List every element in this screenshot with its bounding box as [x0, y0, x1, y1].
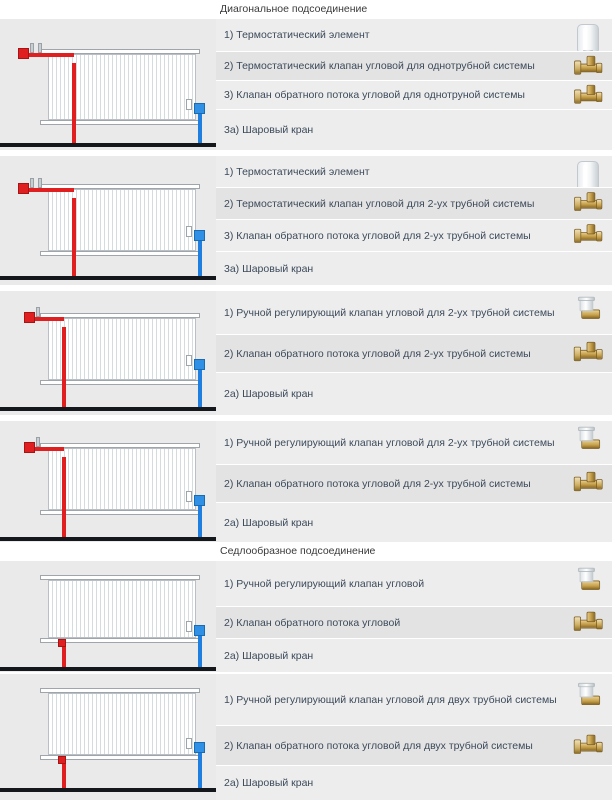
item-label: 2а) Шаровый кран — [224, 516, 314, 529]
item-label: 1) Термостатический элемент — [224, 29, 370, 41]
item-label: 2) Термостатический клапан угловой для 2-ух трубной системы — [224, 197, 535, 210]
list-item[interactable] — [216, 220, 612, 252]
scheme-block-2 — [0, 155, 612, 285]
list-item[interactable] — [216, 639, 612, 673]
item-list-5 — [216, 561, 612, 672]
section-heading-diagonal: Диагональное подсоединение — [216, 0, 612, 18]
brass-angle-valve-icon — [566, 607, 612, 638]
item-label: 1) Ручной регулирующий клапан угловой — [224, 577, 425, 590]
section-heading-saddle: Седлообразное подсоединение — [216, 542, 612, 560]
brass-angle-valve-icon — [566, 335, 612, 372]
brass-angle-valve-icon — [566, 726, 612, 765]
scheme-block-6 — [0, 673, 612, 800]
scheme-block-1 — [0, 18, 612, 150]
list-item[interactable] — [216, 674, 612, 726]
list-item[interactable] — [216, 373, 612, 416]
item-label: 3) Клапан обратного потока угловой для 2-ух трубной системы — [224, 229, 531, 242]
list-item[interactable] — [216, 81, 612, 110]
item-label: 3а) Шаровый кран — [224, 124, 314, 136]
list-item[interactable] — [216, 110, 612, 151]
item-label: 2) Клапан обратного потока угловой для 2-ух трубной системы — [224, 477, 531, 490]
list-item[interactable] — [216, 335, 612, 373]
radiator-diagram-4 — [0, 421, 216, 542]
item-list-1 — [216, 19, 612, 150]
scheme-block-3 — [0, 290, 612, 415]
list-item[interactable] — [216, 188, 612, 220]
scheme-block-5 — [0, 560, 612, 672]
item-label: 1) Ручной регулирующий клапан угловой для 2-ух трубной системы — [224, 436, 555, 449]
handwheel-angle-valve-icon — [566, 291, 612, 334]
list-item[interactable] — [216, 561, 612, 607]
handwheel-angle-valve-icon — [566, 421, 612, 464]
radiator-diagram-3 — [0, 291, 216, 415]
item-label: 2а) Шаровый кран — [224, 777, 314, 789]
item-label: 2) Термостатический клапан угловой для однотрубной системы — [224, 60, 535, 72]
item-label: 2а) Шаровый кран — [224, 388, 314, 400]
item-label: 3а) Шаровый кран — [224, 262, 314, 275]
no-thumb — [566, 373, 612, 415]
item-label: 1) Термостатический элемент — [224, 165, 370, 178]
no-thumb — [566, 252, 612, 285]
handwheel-angle-valve-icon — [566, 561, 612, 606]
item-label: 1) Ручной регулирующий клапан угловой для 2-ух трубной системы — [224, 306, 555, 319]
radiator-diagram-1 — [0, 19, 216, 150]
item-label: 2) Клапан обратного потока угловой для 2-ух трубной системы — [224, 347, 531, 360]
item-label: 2) Клапан обратного потока угловой для двух трубной системы — [224, 739, 533, 752]
no-thumb — [566, 110, 612, 150]
list-item[interactable] — [216, 252, 612, 286]
no-thumb — [566, 503, 612, 542]
brass-angle-valve-icon — [566, 52, 612, 80]
handwheel-angle-valve-icon — [566, 674, 612, 725]
list-item[interactable] — [216, 607, 612, 639]
brass-angle-valve-icon — [566, 465, 612, 502]
list-item[interactable] — [216, 19, 612, 52]
item-list-2 — [216, 156, 612, 285]
list-item[interactable] — [216, 766, 612, 801]
item-label: 1) Ручной регулирующий клапан угловой для двух трубной системы — [224, 693, 557, 706]
radiator-diagram-2 — [0, 156, 216, 285]
no-thumb — [566, 766, 612, 800]
thermostatic-head-icon — [566, 156, 612, 187]
list-item[interactable] — [216, 726, 612, 766]
list-item[interactable] — [216, 465, 612, 503]
scheme-block-4 — [0, 420, 612, 542]
list-item[interactable] — [216, 421, 612, 465]
radiator-diagram-6 — [0, 674, 216, 800]
no-thumb — [566, 639, 612, 672]
item-label: 2а) Шаровый кран — [224, 649, 314, 662]
brass-angle-valve-icon — [566, 81, 612, 109]
item-label: 2) Клапан обратного потока угловой — [224, 616, 401, 629]
list-item[interactable] — [216, 503, 612, 543]
item-list-4 — [216, 421, 612, 542]
item-list-3 — [216, 291, 612, 415]
list-item[interactable] — [216, 291, 612, 335]
item-list-6 — [216, 674, 612, 800]
brass-angle-valve-icon — [566, 220, 612, 251]
list-item[interactable] — [216, 52, 612, 81]
radiator-diagram-5 — [0, 561, 216, 672]
list-item[interactable] — [216, 156, 612, 188]
brass-angle-valve-icon — [566, 188, 612, 219]
thermostatic-head-icon — [566, 19, 612, 51]
item-label: 3) Клапан обратного потока угловой для однотруной системы — [224, 89, 525, 101]
